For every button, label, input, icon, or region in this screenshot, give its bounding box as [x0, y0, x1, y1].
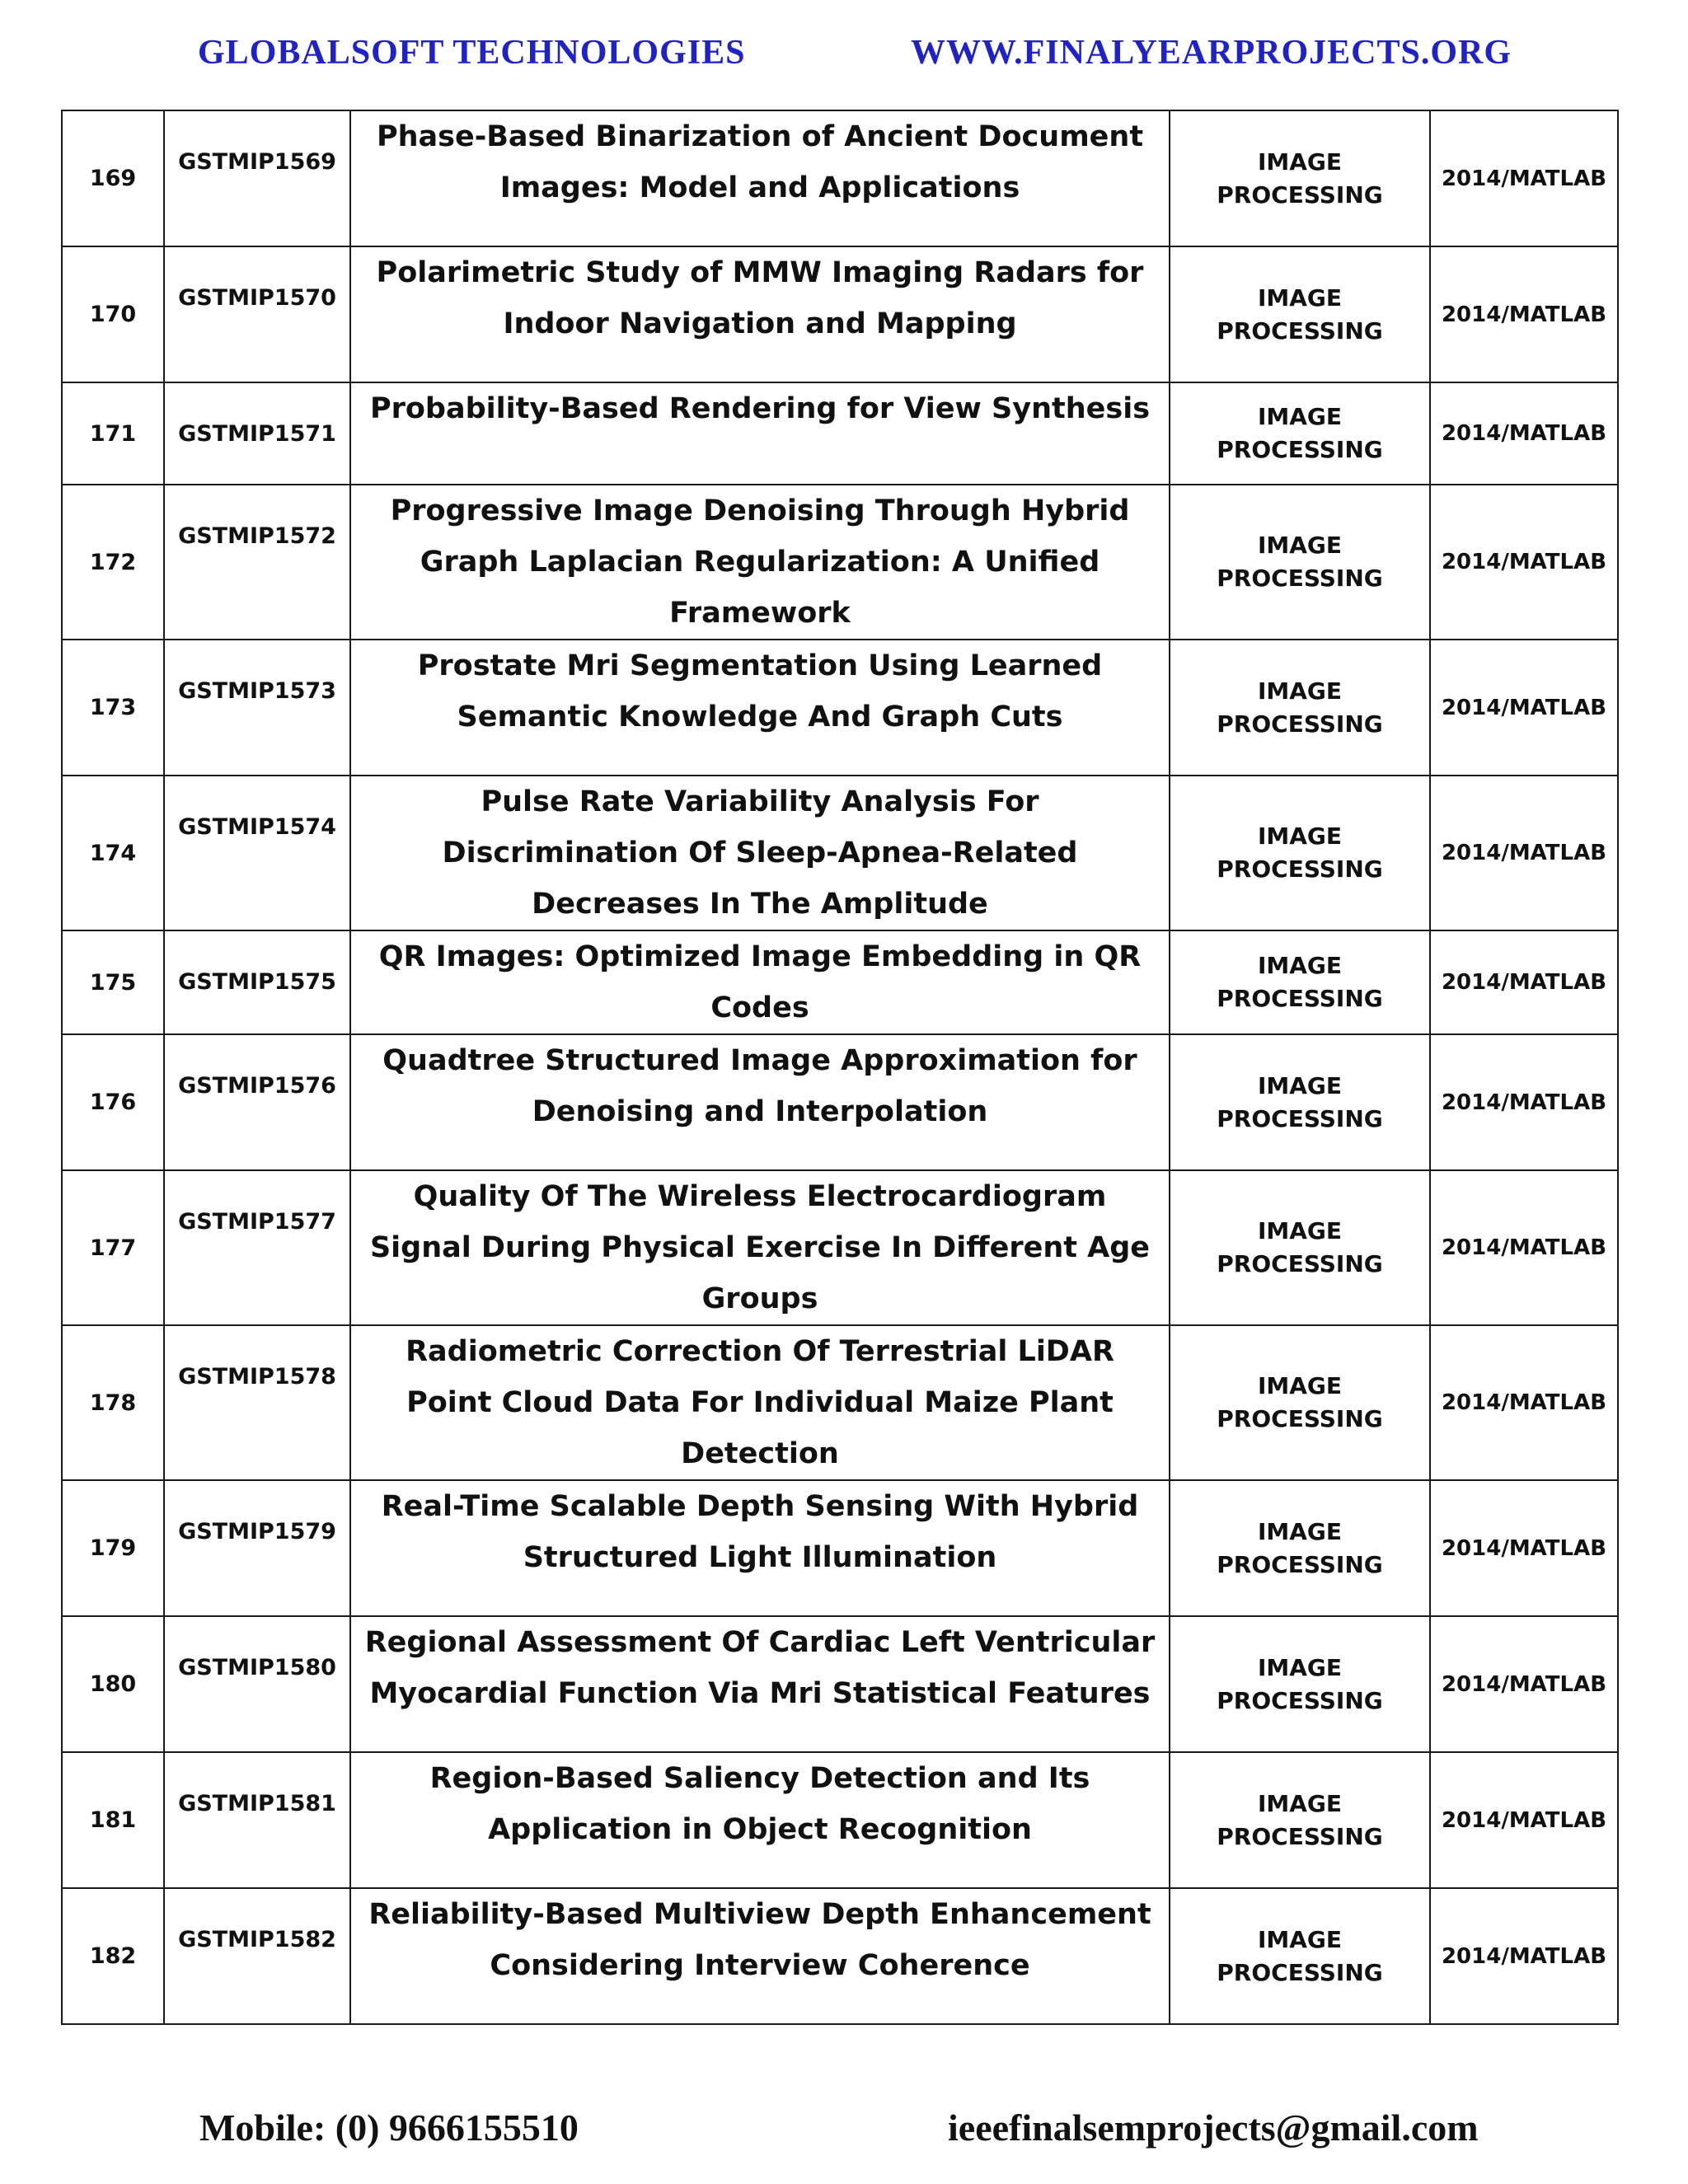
project-code	[164, 1034, 350, 1170]
domain-line-1: IMAGE	[1257, 1372, 1343, 1399]
project-title-text: Quadtree Structured Image Approximation for Denoising and Interpolation	[382, 1044, 1137, 1128]
table-row	[62, 1480, 1618, 1616]
project-title-text: Pulse Rate Variability Analysis For Discrimination Of Sleep-Apnea-Related Decreases In The Amplitude	[442, 785, 1078, 921]
domain-line-1: IMAGE	[1257, 952, 1343, 979]
project-title-text: Regional Assessment Of Cardiac Left Ventricular Myocardial Function Via Mri Statistical Features	[364, 1626, 1156, 1710]
row-number: 172	[62, 485, 164, 640]
domain-line-2: PROCESSING	[1217, 1822, 1383, 1850]
domain-line-2: PROCESSING	[1217, 316, 1383, 344]
project-domain	[1170, 776, 1430, 930]
project-title-text: Progressive Image Denoising Through Hybrid Graph Laplacian Regularization: A Unified Framework	[390, 494, 1130, 630]
project-code-text: GSTMIP1577	[178, 1209, 336, 1235]
domain-line-1: IMAGE	[1257, 1653, 1343, 1681]
project-title[interactable]	[350, 776, 1170, 930]
domain-line-1: IMAGE	[1257, 1071, 1343, 1099]
project-code-text: GSTMIP1573	[178, 678, 336, 704]
project-code	[164, 1480, 350, 1616]
table-row	[62, 485, 1618, 640]
project-year: 2014/MATLAB	[1430, 930, 1618, 1034]
row-number: 180	[62, 1616, 164, 1752]
project-title[interactable]	[350, 485, 1170, 640]
project-title[interactable]	[350, 1752, 1170, 1888]
project-code-text: GSTMIP1574	[178, 814, 336, 840]
project-title-text: Phase-Based Binarization of Ancient Document Images: Model and Applications	[376, 120, 1144, 204]
project-title[interactable]	[350, 246, 1170, 382]
project-year: 2014/MATLAB	[1430, 1752, 1618, 1888]
table-row	[62, 1325, 1618, 1480]
project-title[interactable]	[350, 1616, 1170, 1752]
project-code-text: GSTMIP1578	[178, 1364, 336, 1390]
page-footer	[0, 2106, 1688, 2155]
project-title[interactable]	[350, 930, 1170, 1034]
row-number: 181	[62, 1752, 164, 1888]
project-year: 2014/MATLAB	[1430, 246, 1618, 382]
project-title-text: Probability-Based Rendering for View Synthesis	[369, 392, 1151, 425]
project-code-text: GSTMIP1575	[178, 969, 336, 995]
project-domain	[1170, 1034, 1430, 1170]
mobile-number: Mobile: (0) 9666155510	[199, 2107, 579, 2149]
project-year: 2014/MATLAB	[1430, 382, 1618, 485]
project-title-text: Real-Time Scalable Depth Sensing With Hybrid Structured Light Illumination	[381, 1490, 1139, 1574]
project-title-text: Quality Of The Wireless Electrocardiogram Signal During Physical Exercise In Different Age Groups	[369, 1180, 1151, 1315]
project-domain	[1170, 640, 1430, 776]
row-number: 175	[62, 930, 164, 1034]
project-title-text: QR Images: Optimized Image Embedding in QR Codes	[378, 940, 1142, 1024]
table-row	[62, 640, 1618, 776]
row-number: 182	[62, 1888, 164, 2024]
project-domain	[1170, 382, 1430, 485]
project-code-text: GSTMIP1581	[178, 1791, 336, 1816]
table-row	[62, 382, 1618, 485]
project-domain	[1170, 1480, 1430, 1616]
project-code-text: GSTMIP1571	[178, 421, 336, 447]
company-name: GLOBALSOFT TECHNOLOGIES	[198, 34, 746, 72]
row-number: 178	[62, 1325, 164, 1480]
domain-line-1: IMAGE	[1257, 823, 1343, 850]
project-code-text: GSTMIP1580	[178, 1655, 336, 1680]
table-row	[62, 110, 1618, 246]
project-domain	[1170, 246, 1430, 382]
table-row	[62, 930, 1618, 1034]
project-year: 2014/MATLAB	[1430, 1325, 1618, 1480]
domain-line-2: PROCESSING	[1217, 436, 1383, 463]
project-code-text: GSTMIP1579	[178, 1519, 336, 1544]
project-year: 2014/MATLAB	[1430, 1888, 1618, 2024]
table-row	[62, 1888, 1618, 2024]
project-code	[164, 1170, 350, 1325]
domain-line-2: PROCESSING	[1217, 1405, 1383, 1432]
project-code	[164, 1752, 350, 1888]
project-title[interactable]	[350, 1325, 1170, 1480]
project-title[interactable]	[350, 640, 1170, 776]
project-code	[164, 776, 350, 930]
projects-table	[61, 110, 1619, 2025]
project-title[interactable]	[350, 1034, 1170, 1170]
table-row	[62, 776, 1618, 930]
table-row	[62, 1752, 1618, 1888]
project-year: 2014/MATLAB	[1430, 110, 1618, 246]
row-number: 169	[62, 110, 164, 246]
project-title-text: Polarimetric Study of MMW Imaging Radars for Indoor Navigation and Mapping	[376, 256, 1144, 340]
domain-line-1: IMAGE	[1257, 403, 1343, 430]
project-year: 2014/MATLAB	[1430, 776, 1618, 930]
domain-line-2: PROCESSING	[1217, 985, 1383, 1012]
project-code-text: GSTMIP1572	[178, 523, 336, 549]
domain-line-1: IMAGE	[1257, 1925, 1343, 1953]
project-year: 2014/MATLAB	[1430, 1034, 1618, 1170]
domain-line-2: PROCESSING	[1217, 855, 1383, 883]
project-code	[164, 930, 350, 1034]
domain-line-2: PROCESSING	[1217, 710, 1383, 738]
row-number: 173	[62, 640, 164, 776]
project-year: 2014/MATLAB	[1430, 1616, 1618, 1752]
project-code	[164, 246, 350, 382]
domain-line-1: IMAGE	[1257, 1789, 1343, 1817]
project-title[interactable]	[350, 1888, 1170, 2024]
project-year: 2014/MATLAB	[1430, 1170, 1618, 1325]
domain-line-2: PROCESSING	[1217, 1958, 1383, 1986]
domain-line-1: IMAGE	[1257, 1517, 1343, 1545]
domain-line-2: PROCESSING	[1217, 1104, 1383, 1132]
project-title-text: Region-Based Saliency Detection and Its Application in Object Recognition	[429, 1762, 1090, 1846]
project-title[interactable]	[350, 1170, 1170, 1325]
website-url: WWW.FINALYEARPROJECTS.ORG	[911, 34, 1512, 72]
domain-line-2: PROCESSING	[1217, 1550, 1383, 1578]
project-code-text: GSTMIP1582	[178, 1927, 336, 1952]
domain-line-2: PROCESSING	[1217, 1686, 1383, 1714]
project-code-text: GSTMIP1570	[178, 285, 336, 311]
project-code	[164, 1325, 350, 1480]
domain-line-1: IMAGE	[1257, 148, 1343, 176]
domain-line-2: PROCESSING	[1217, 180, 1383, 209]
project-title[interactable]	[350, 1480, 1170, 1616]
row-number: 174	[62, 776, 164, 930]
domain-line-2: PROCESSING	[1217, 1250, 1383, 1277]
project-code	[164, 1616, 350, 1752]
domain-line-1: IMAGE	[1257, 1217, 1343, 1244]
project-domain	[1170, 1325, 1430, 1480]
project-domain	[1170, 110, 1430, 246]
domain-line-1: IMAGE	[1257, 284, 1343, 312]
project-title-text: Radiometric Correction Of Terrestrial LiDAR Point Cloud Data For Individual Maize Plant Detection	[406, 1335, 1114, 1470]
project-year: 2014/MATLAB	[1430, 1480, 1618, 1616]
project-domain	[1170, 1888, 1430, 2024]
project-title[interactable]	[350, 382, 1170, 485]
domain-line-2: PROCESSING	[1217, 565, 1383, 592]
project-code	[164, 485, 350, 640]
row-number: 170	[62, 246, 164, 382]
project-code	[164, 110, 350, 246]
project-title[interactable]	[350, 110, 1170, 246]
domain-line-1: IMAGE	[1257, 677, 1343, 705]
table-row	[62, 246, 1618, 382]
project-domain	[1170, 930, 1430, 1034]
row-number: 171	[62, 382, 164, 485]
row-number: 179	[62, 1480, 164, 1616]
project-year: 2014/MATLAB	[1430, 640, 1618, 776]
table-row	[62, 1034, 1618, 1170]
project-code-text: GSTMIP1576	[178, 1073, 336, 1099]
project-domain	[1170, 485, 1430, 640]
email-address[interactable]: ieeefinalsemprojects@gmail.com	[948, 2107, 1479, 2149]
page-header	[0, 33, 1688, 82]
row-number: 177	[62, 1170, 164, 1325]
project-code-text: GSTMIP1569	[178, 149, 336, 175]
project-code	[164, 640, 350, 776]
project-domain	[1170, 1170, 1430, 1325]
project-domain	[1170, 1752, 1430, 1888]
project-domain	[1170, 1616, 1430, 1752]
table-row	[62, 1170, 1618, 1325]
project-code	[164, 1888, 350, 2024]
project-code	[164, 382, 350, 485]
row-number: 176	[62, 1034, 164, 1170]
project-title-text: Reliability-Based Multiview Depth Enhancement Considering Interview Coherence	[368, 1898, 1151, 1982]
domain-line-1: IMAGE	[1257, 532, 1343, 559]
project-title-text: Prostate Mri Segmentation Using Learned Semantic Knowledge And Graph Cuts	[417, 649, 1103, 733]
table-row	[62, 1616, 1618, 1752]
project-year: 2014/MATLAB	[1430, 485, 1618, 640]
